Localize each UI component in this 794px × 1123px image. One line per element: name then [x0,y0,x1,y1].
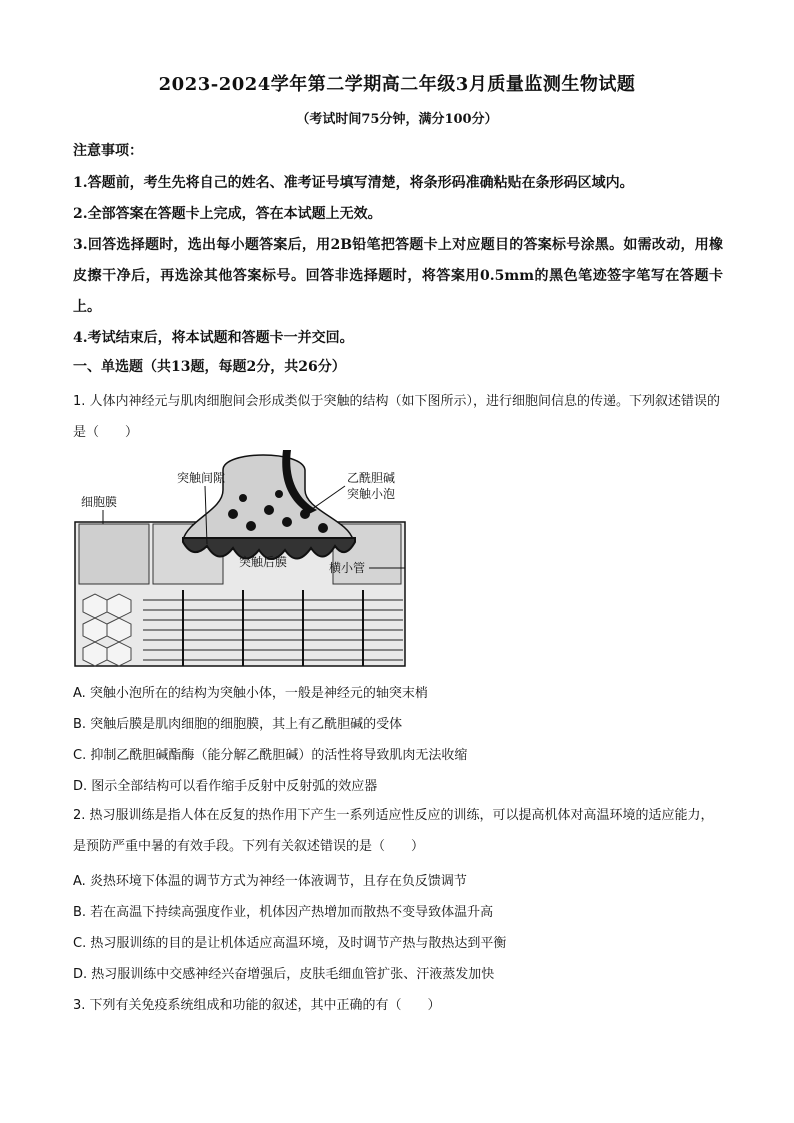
question-3-stem: 3. 下列有关免疫系统组成和功能的叙述，其中正确的有（ ） [73,998,441,1013]
q2-option-c[interactable]: C. 热习服训练的目的是让机体适应高温环境，及时调节产热与散热达到平衡 [73,936,507,951]
q1-option-b[interactable]: B. 突触后膜是肌肉细胞的细胞膜，其上有乙酰胆碱的受体 [73,717,403,732]
label-cell-membrane: 细胞膜 [81,495,118,509]
label-ach: 乙酰胆碱 [347,471,396,485]
q2-option-d[interactable]: D. 热习服训练中交感神经兴奋增强后，皮肤毛细血管扩张、汗液蒸发加快 [73,967,495,982]
page-title: 2023-2024学年第二学期高二年级3月质量监测生物试题 [158,74,636,95]
synapse-figure [73,450,409,668]
note-item-2: 2.全部答案在答题卡上完成，答在本试题上无效。 [73,206,382,222]
question-1-stem: 1. 人体内神经元与肌肉细胞间会形成类似于突触的结构（如下图所示），进行细胞间信息的传递。下列叙述错误的是（ ） [73,394,721,440]
question-2-stem: 2. 热习服训练是指人体在反复的热作用下产生一系列适应性反应的训练，可以提高机体对高温环境的适应能力，是预防严重中暑的有效手段。下列有关叙述错误的是（ ） [73,808,714,854]
label-t-tubule: 横小管 [329,561,366,575]
exam-info: （考试时间75分钟，满分100分） [296,112,498,127]
q2-option-a[interactable]: A. 炎热环境下体温的调节方式为神经一体液调节，且存在负反馈调节 [73,874,467,889]
note-item-1: 1.答题前，考生先将自己的姓名、准考证号填写清楚，将条形码准确粘贴在条形码区域内。 [73,175,634,191]
q2-option-b[interactable]: B. 若在高温下持续高强度作业，机体因产热增加而散热不变导致体温升高 [73,905,494,920]
label-vesicle: 突触小泡 [347,487,396,501]
q1-option-c[interactable]: C. 抑制乙酰胆碱酯酶（能分解乙酰胆碱）的活性将导致肌肉无法收缩 [73,748,468,763]
label-synaptic-cleft: 突触间隙 [177,471,226,485]
note-item-4: 4.考试结束后，将本试题和答题卡一并交回。 [73,330,354,346]
notes-block [73,140,723,354]
label-postsynaptic: 突触后膜 [239,555,288,569]
q1-option-d[interactable]: D. 图示全部结构可以看作缩手反射中反射弧的效应器 [73,779,378,794]
q1-option-a[interactable]: A. 突触小泡所在的结构为突触小体，一般是神经元的轴突末梢 [73,686,428,701]
notes-heading: 注意事项： [73,143,143,159]
section-heading: 一、单选题（共13题，每题2分，共26分） [73,359,346,375]
note-item-3: 3.回答选择题时，选出每小题答案后，用2B铅笔把答题卡上对应题目的答案标号涂黑。如需改动，用橡皮擦干净后，再选涂其他答案标号。回答非选择题时，将答案用0.5mm的黑色笔迹签字笔写在答题卡上。 [73,237,723,315]
